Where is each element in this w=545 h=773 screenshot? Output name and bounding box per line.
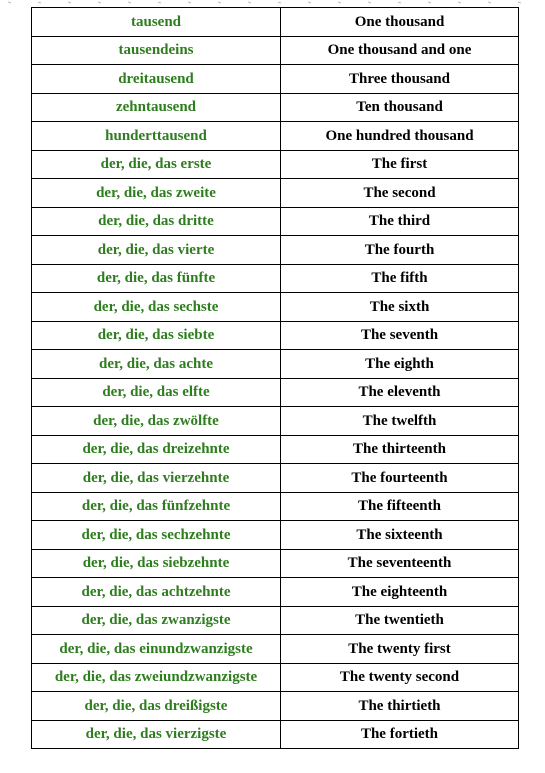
english-translation-cell: One hundred thousand (281, 122, 519, 151)
edge-mark (368, 2, 371, 3)
table-row (32, 65, 519, 94)
edge-mark (458, 2, 461, 3)
german-term-cell: der, die, das erste (32, 150, 281, 179)
table-row (32, 464, 519, 493)
table-row (32, 549, 519, 578)
english-translation-cell: One thousand and one (281, 36, 519, 65)
table-row (32, 293, 519, 322)
german-term-cell: der, die, das sechzehnte (32, 521, 281, 550)
english-translation-cell: The sixteenth (281, 521, 519, 550)
table-row (32, 93, 519, 122)
german-term-cell: der, die, das vierzehnte (32, 464, 281, 493)
german-term-cell: der, die, das zwanzigste (32, 606, 281, 635)
german-term-cell: der, die, das elfte (32, 378, 281, 407)
table-row (32, 122, 519, 151)
table-row (32, 720, 519, 749)
german-term-cell: dreitausend (32, 65, 281, 94)
english-translation-cell: The eighteenth (281, 578, 519, 607)
vocabulary-table (31, 7, 519, 749)
table-row (32, 692, 519, 721)
edge-mark (308, 2, 311, 3)
english-translation-cell: The fortieth (281, 720, 519, 749)
table-row (32, 264, 519, 293)
edge-mark (428, 2, 431, 3)
edge-mark (338, 2, 341, 3)
table-row (32, 521, 519, 550)
english-translation-cell: The third (281, 207, 519, 236)
edge-mark (188, 2, 191, 3)
english-translation-cell: The twenty first (281, 635, 519, 664)
english-translation-cell: The twelfth (281, 407, 519, 436)
table-row (32, 578, 519, 607)
english-translation-cell: The fourth (281, 236, 519, 265)
table-row (32, 179, 519, 208)
edge-mark (218, 2, 221, 3)
german-term-cell: der, die, das achtzehnte (32, 578, 281, 607)
table-row (32, 663, 519, 692)
edge-mark (38, 2, 41, 3)
german-term-cell: der, die, das zweite (32, 179, 281, 208)
german-term-cell: hunderttausend (32, 122, 281, 151)
edge-mark (8, 2, 11, 3)
english-translation-cell: The eleventh (281, 378, 519, 407)
german-term-cell: tausend (32, 8, 281, 37)
english-translation-cell: The twenty second (281, 663, 519, 692)
table-row (32, 606, 519, 635)
english-translation-cell: The thirtieth (281, 692, 519, 721)
english-translation-cell: The fourteenth (281, 464, 519, 493)
german-term-cell: tausendeins (32, 36, 281, 65)
german-term-cell: der, die, das zwölfte (32, 407, 281, 436)
german-term-cell: der, die, das siebzehnte (32, 549, 281, 578)
english-translation-cell: Ten thousand (281, 93, 519, 122)
edge-mark (68, 2, 71, 3)
english-translation-cell: The second (281, 179, 519, 208)
german-term-cell: der, die, das dritte (32, 207, 281, 236)
german-term-cell: der, die, das sechste (32, 293, 281, 322)
edge-mark (128, 2, 131, 3)
english-translation-cell: The twentieth (281, 606, 519, 635)
german-term-cell: der, die, das fünfte (32, 264, 281, 293)
english-translation-cell: The seventeenth (281, 549, 519, 578)
table-row (32, 8, 519, 37)
table-row (32, 635, 519, 664)
table-row (32, 350, 519, 379)
edge-mark (248, 2, 251, 3)
german-term-cell: der, die, das achte (32, 350, 281, 379)
table-row (32, 207, 519, 236)
table-row (32, 378, 519, 407)
edge-mark (158, 2, 161, 3)
edge-mark (398, 2, 401, 3)
german-term-cell: zehntausend (32, 93, 281, 122)
english-translation-cell: The fifteenth (281, 492, 519, 521)
table-row (32, 492, 519, 521)
german-term-cell: der, die, das zweiundzwanzigste (32, 663, 281, 692)
english-translation-cell: One thousand (281, 8, 519, 37)
table-row (32, 321, 519, 350)
german-term-cell: der, die, das einundzwanzigste (32, 635, 281, 664)
table-row (32, 435, 519, 464)
table-row (32, 407, 519, 436)
edge-mark (98, 2, 101, 3)
german-term-cell: der, die, das vierte (32, 236, 281, 265)
english-translation-cell: The first (281, 150, 519, 179)
german-term-cell: der, die, das siebte (32, 321, 281, 350)
english-translation-cell: The fifth (281, 264, 519, 293)
table-row (32, 236, 519, 265)
german-term-cell: der, die, das dreißigste (32, 692, 281, 721)
german-term-cell: der, die, das dreizehnte (32, 435, 281, 464)
edge-mark (278, 2, 281, 3)
english-translation-cell: The eighth (281, 350, 519, 379)
english-translation-cell: The sixth (281, 293, 519, 322)
english-translation-cell: The thirteenth (281, 435, 519, 464)
table-row (32, 150, 519, 179)
german-term-cell: der, die, das fünfzehnte (32, 492, 281, 521)
german-term-cell: der, die, das vierzigste (32, 720, 281, 749)
page-edge-marks (0, 0, 545, 6)
table-row (32, 36, 519, 65)
english-translation-cell: Three thousand (281, 65, 519, 94)
edge-mark (488, 2, 491, 3)
english-translation-cell: The seventh (281, 321, 519, 350)
vocabulary-table-body (32, 8, 519, 749)
edge-mark (518, 2, 521, 3)
